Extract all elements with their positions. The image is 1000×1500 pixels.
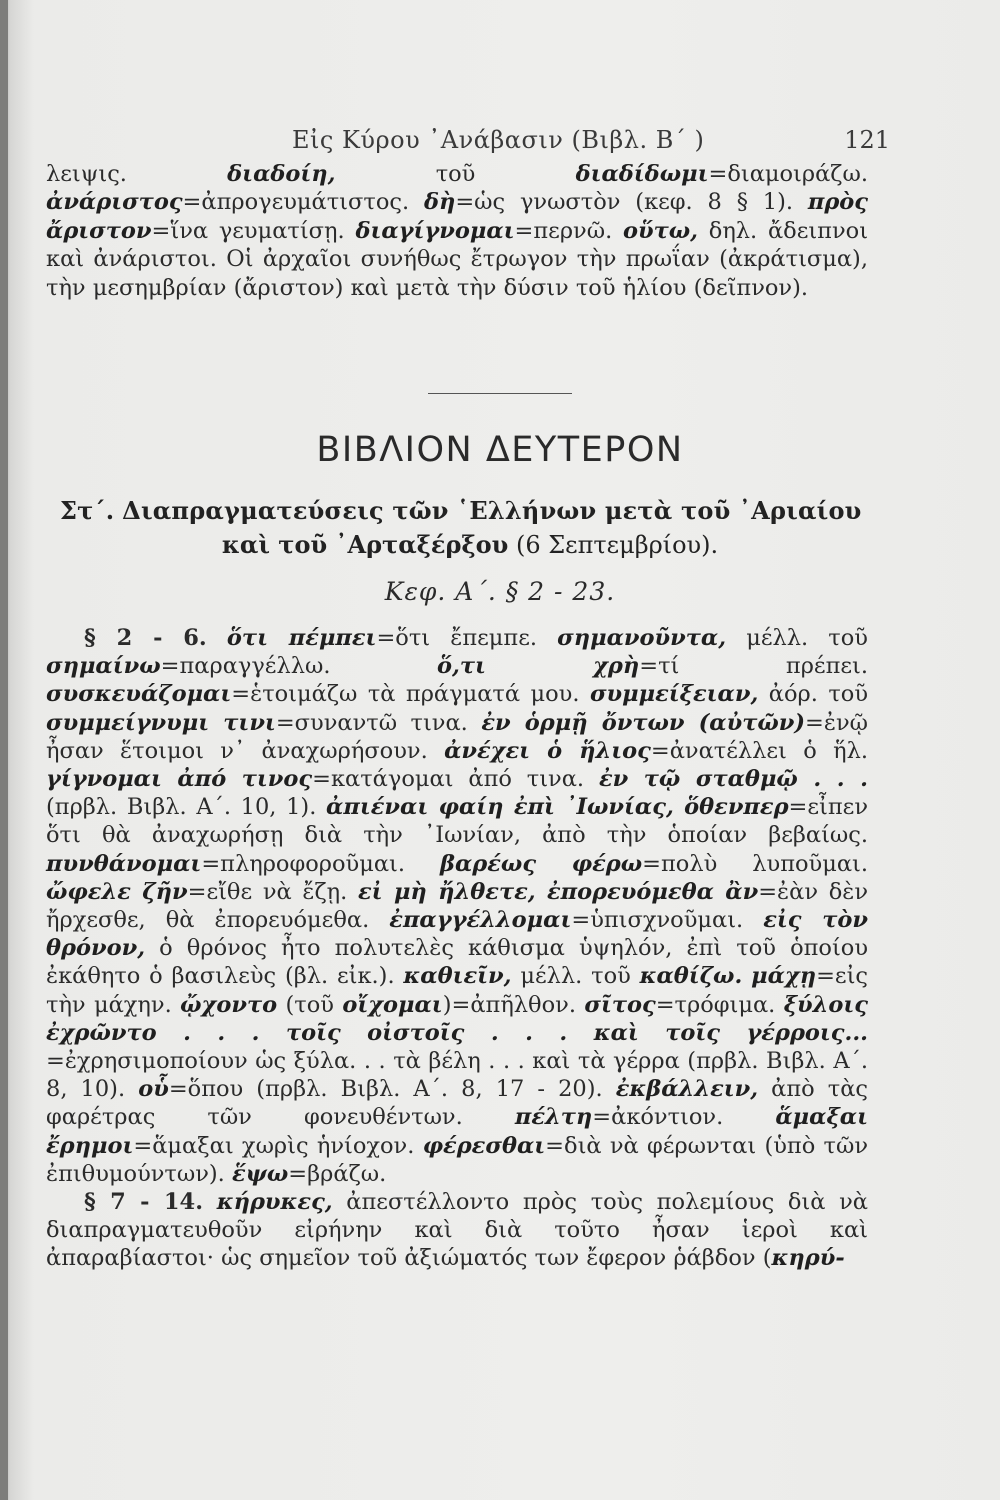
lemma-term: ἐπαγγέλλομαι: [389, 907, 572, 934]
lemma-term: ἐν ὁρμῇ ὄντων (αὐτῶν): [481, 709, 806, 736]
notes-paragraph: [46, 160, 868, 302]
paragraph-2-6: [46, 624, 868, 1188]
lemma-term: σημαίνω: [46, 653, 161, 680]
lemma-term: συμμείξειαν,: [589, 681, 759, 708]
lemma-term: καθιεῖν,: [403, 963, 512, 990]
lemma-term: πέλτη: [514, 1104, 593, 1131]
lemma-term: ἐν τῷ σταθμῷ . . .: [598, 766, 868, 793]
gloss-text: =εἶπεν ὅτι θὰ ἀναχωρήσῃ διὰ τὴν ᾿Ιωνίαν, ἀπὸ τὴν ὁποίαν βεβαίως.: [46, 794, 868, 849]
paragraph-7-14: [46, 1188, 868, 1273]
gloss-text: =ὡς γνωστὸν (κεφ. 8 § 1).: [455, 189, 808, 216]
lemma-term: κηρύ-: [771, 1245, 845, 1272]
gloss-text: =τί πρέπει.: [639, 653, 868, 680]
section-title-part2: καὶ τοῦ ᾿Αρταξέρξου: [221, 530, 509, 559]
gloss-text: =ἐνῷ ἦσαν ἕτοιμοι ν᾿ ἀναχωρήσουν.: [46, 709, 868, 764]
lemma-term: διαδίδωμι: [575, 161, 709, 187]
lemma-term: οὗ: [138, 1076, 169, 1103]
gloss-text: =πολὺ λυποῦμαι.: [642, 850, 868, 877]
lemma-term: μάχῃ: [751, 963, 817, 990]
gloss-text: =εἴθε νὰ ἔζῃ.: [187, 878, 358, 905]
lemma-term: ἕψω: [232, 1160, 289, 1187]
lemma-term: σημανοῦντα,: [557, 625, 727, 651]
gloss-text: =κατάγομαι ἀπό τινα.: [312, 766, 599, 793]
gloss-text: τοῦ: [335, 161, 576, 187]
section-date: (6 Σεπτεμβρίου).: [515, 531, 719, 559]
lemma-term: διαδοίη,: [227, 161, 336, 187]
lemma-term: βαρέως φέρω: [440, 850, 643, 877]
gloss-text: ἀπὸ τὰς φαρέτρας τῶν φονευθέντων.: [46, 1076, 869, 1131]
lemma-term: εἰ μὴ ἤλθετε, ἐπορευόμεθα ἂν: [358, 878, 759, 905]
gloss-text: =ὑπισχνοῦμαι.: [571, 907, 764, 934]
lemma-term: σῖτος: [584, 991, 656, 1018]
gloss-text: =ἵνα γευματίσῃ.: [151, 217, 356, 244]
gloss-text: )=ἀπῆλθον.: [442, 991, 585, 1018]
gloss-text: ὁ θρόνος ἦτο πολυτελὲς κάθισμα ὑψηλόν, ἐπὶ τοῦ ὁποίου ἐκάθητο ὁ βασιλεὺς (βλ. εἰκ.).: [46, 935, 868, 990]
book-title: ΒΙΒΛΙΟΝ ΔΕΥΤΕΡΟΝ: [316, 430, 684, 470]
gloss-text: =ὅπου (πρβλ. Βιβλ. Α΄. 8, 17 - 20).: [168, 1076, 616, 1103]
section-title-part1: Διαπραγματεύσεις τῶν ῾Ελλήνων μετὰ τοῦ ᾿Αριαίου: [122, 496, 862, 525]
gloss-text: [203, 1189, 217, 1215]
lemma-term: ἀνάριστος: [46, 189, 183, 216]
lemma-term: συσκευάζομαι: [46, 681, 232, 708]
gloss-text: =διαμοιράζω.: [708, 161, 868, 187]
gloss-text: =βράζω.: [288, 1160, 387, 1187]
gloss-text: =ἐχρησιμοποίουν ὡς ξύλα. . . τὰ βέλη . . . καὶ τὰ γέρρα (πρβλ. Βιβλ. Α΄. 8, 10).: [46, 1048, 868, 1103]
gloss-text: [207, 625, 227, 651]
running-title: Εἰς Κύρου ᾿Ανάβασιν (Βιβλ. Β΄ ): [292, 126, 705, 154]
lemma-term: ᾤχοντο: [180, 991, 278, 1018]
lemma-term: ὤφελε ζῆν: [46, 878, 188, 905]
lemma-term: ἀπιέναι φαίη ἐπὶ ᾿Ιωνίας, ὅθενπερ: [326, 794, 789, 821]
gloss-text: =ὅτι ἔπεμπε.: [376, 625, 558, 651]
gloss-text: =ἅμαξαι χωρὶς ἡνίοχον.: [133, 1132, 423, 1159]
gloss-text: =τρόφιμα.: [655, 991, 784, 1018]
section-divider: [428, 393, 572, 394]
gloss-text: λειψις.: [46, 161, 228, 187]
lemma-term: πυνθάνομαι: [46, 850, 202, 877]
lemma-term: ἀνέχει ὁ ἥλιος: [444, 737, 651, 764]
commentary-body: [46, 624, 868, 1273]
gloss-text: =εἰς τὴν μάχην.: [46, 963, 868, 1018]
lemma-term: ξύλοις ἐχρῶντο . . . τοῖς οἰστοῖς . . . καὶ τοῖς γέρροις...: [46, 991, 868, 1046]
section-number: Στ΄.: [60, 496, 115, 525]
gloss-text: (τοῦ: [277, 991, 343, 1018]
lemma-term: δὴ: [423, 189, 456, 216]
section-heading: [60, 494, 880, 562]
lemma-term: οὕτω,: [623, 217, 699, 244]
gloss-text: [742, 963, 751, 989]
gloss-text: (πρβλ. Βιβλ. Α΄. 10, 1).: [46, 794, 327, 821]
gloss-text: μέλλ. τοῦ: [726, 625, 868, 651]
gloss-text: μέλλ. τοῦ: [511, 963, 640, 990]
chapter-heading: Κεφ. Α΄. § 2 - 23.: [384, 577, 616, 606]
lemma-term: διαγίγνομαι: [355, 217, 515, 244]
lemma-term: πρὸς ἄριστον: [46, 189, 868, 244]
paragraph-ref: § 2 - 6.: [84, 625, 207, 651]
gloss-text: δηλ. ἄδειπνοι καὶ ἀνάριστοι. Οἱ ἀρχαῖοι συνήθως ἔτρωγον τὴν πρωΐαν (ἀκράτισμα), τὴν μεσημβρίαν (ἄριστον) καὶ μετὰ τὴν δύσιν τοῦ ἡλίου (δεῖπνον).: [46, 217, 869, 301]
lemma-term: οἴχομαι: [342, 991, 443, 1018]
gloss-text: =ἐὰν δὲν ἤρχεσθε, θὰ ἐπορευόμεθα.: [46, 878, 868, 934]
gloss-text: =ἀκόντιον.: [592, 1104, 776, 1131]
lemma-term: ἅμαξαι ἔρημοι: [46, 1104, 868, 1159]
lemma-term: ἐκβάλλειν,: [615, 1076, 759, 1103]
gloss-text: =περνῶ.: [514, 217, 623, 244]
paragraph-ref: § 7 - 14.: [84, 1189, 204, 1216]
gloss-text: ἀόρ. τοῦ: [758, 681, 868, 708]
gloss-text: =παραγγέλλω.: [160, 653, 438, 680]
page-number: 121: [844, 126, 890, 154]
gloss-text: =πληροφοροῦμαι.: [201, 850, 441, 877]
gloss-text: =ἑτοιμάζω τὰ πράγματά μου.: [231, 681, 590, 708]
top-paragraph: [46, 160, 868, 302]
gloss-text: =συναντῶ τινα.: [275, 709, 482, 736]
gloss-text: =διὰ νὰ φέρωνται (ὑπὸ τῶν ἐπιθυμούντων).: [46, 1132, 868, 1187]
lemma-term: φέρεσθαι: [422, 1132, 546, 1159]
lemma-term: κήρυκες,: [216, 1189, 333, 1216]
lemma-term: καθίζω.: [639, 963, 743, 990]
lemma-term: εἰς τὸν θρόνον,: [46, 907, 868, 962]
lemma-term: συμμείγνυμι τινι: [46, 709, 276, 736]
lemma-term: ὅτι πέμπει: [226, 625, 377, 651]
lemma-term: ὅ,τι χρὴ: [437, 653, 640, 680]
gloss-text: =ἀπρογευμάτιστος.: [182, 189, 424, 216]
gloss-text: =ἀνατέλλει ὁ ἥλ.: [650, 737, 868, 764]
gloss-text: ἀπεστέλλοντο πρὸς τοὺς πολεμίους διὰ νὰ διαπραγματευθοῦν εἰρήνην καὶ διὰ τοῦτο ἦσαν ἱεροὶ καὶ ἀπαραβίαστοι· ὡς σημεῖον τοῦ ἀξιώματός των ἔφερον ῥάβδον (: [46, 1189, 868, 1272]
lemma-term: γίγνομαι ἀπό τινος: [46, 766, 313, 793]
